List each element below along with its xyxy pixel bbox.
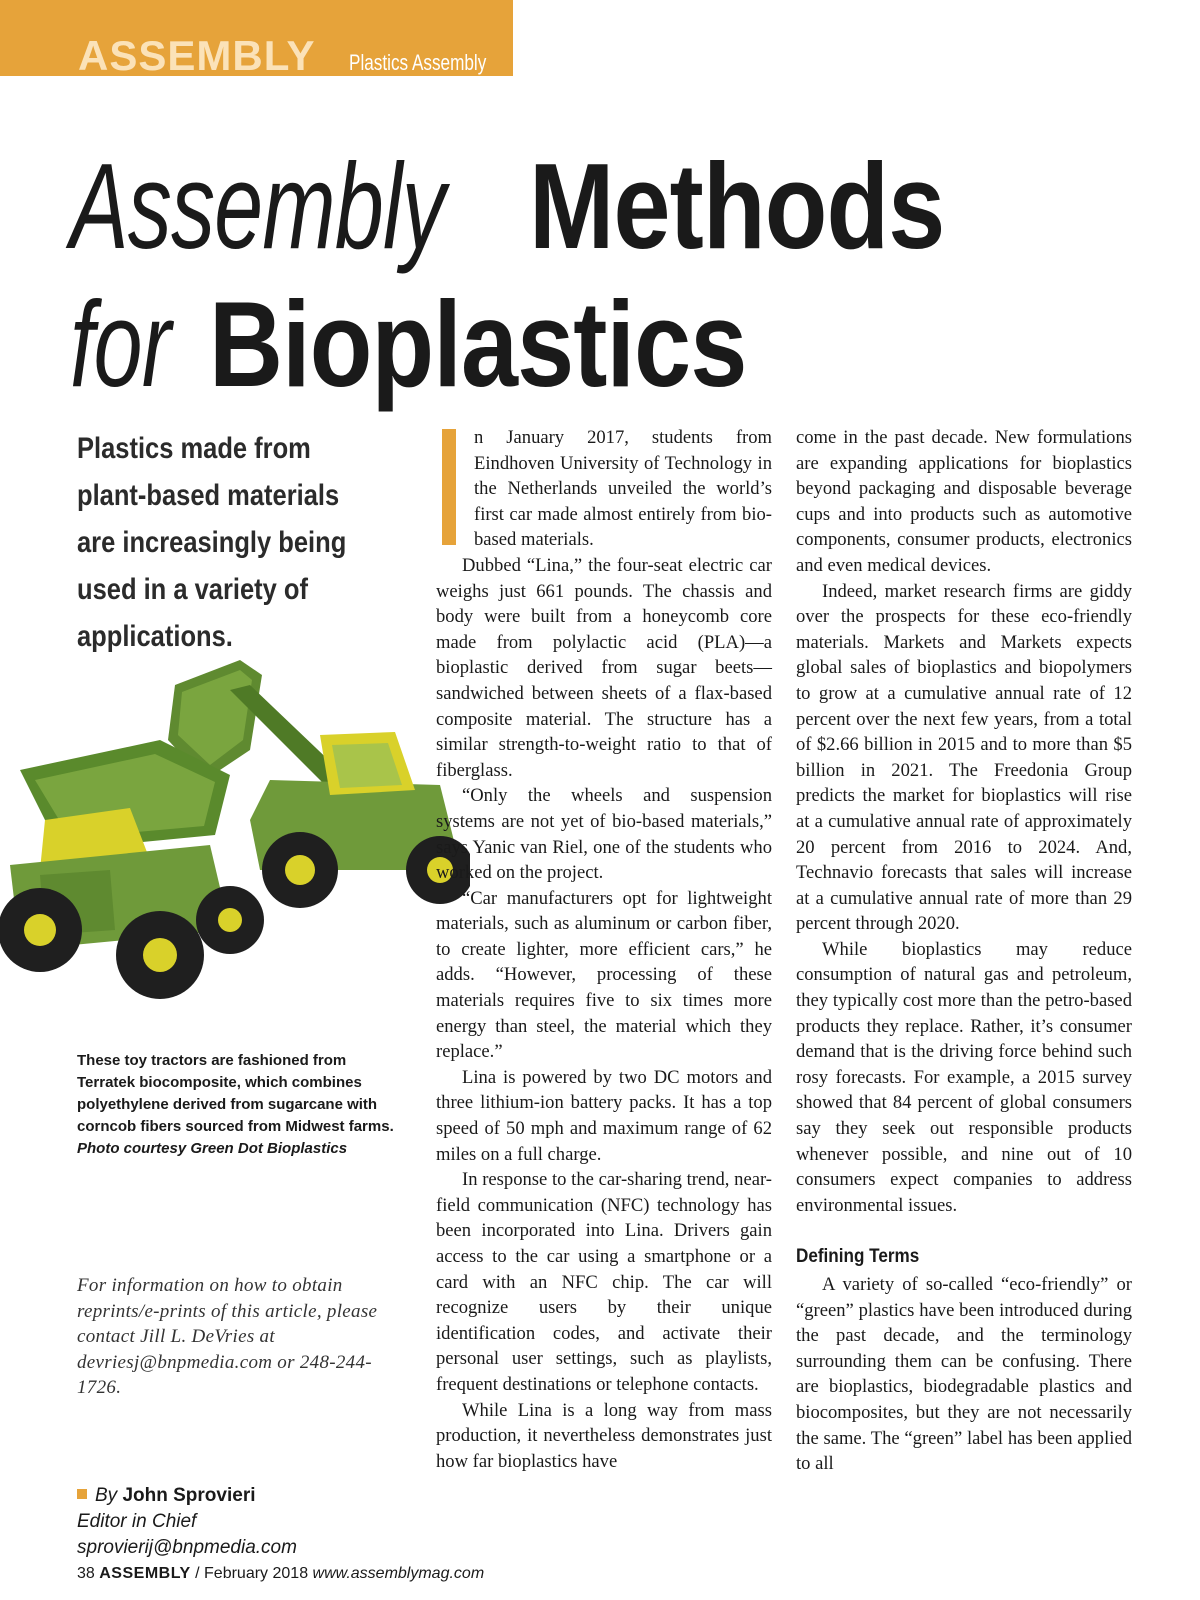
photo-caption <box>77 1050 407 1160</box>
article-paragraph: While bioplastics may reduce consumption of natural gas and petroleum, they typically cost more than the petro-based products they replace. Rather, it’s consumer demand that is the driving force behind such rosy forecasts. For example, a 2015 survey showed that 84 percent of global consumers say they seek out responsible products whenever possible, and nine out of 10 consumers expect companies to address environmental issues. <box>796 938 1132 1216</box>
article-paragraph: “Car manufacturers opt for lightweight materials, such as aluminum or carbon fiber, to create lighter, more efficient cars,” he adds. “However, processing of these materials requires five to six times more energy than steel, the material which they replace.” <box>436 887 772 1063</box>
caption-text: These toy tractors are fashioned from Terratek biocomposite, which combines polyethylene derived from sugarcane with corncob fibers sourced from Midwest farms. <box>77 1052 394 1135</box>
title-heavy-1: Methods <box>528 138 945 274</box>
article-paragraph: In response to the car-sharing trend, near-field communication (NFC) technology has been incorporated into Lina. Drivers gain access to the car using a smartphone or a card with an NFC chip. The car will recognize users by their unique identification codes, and activate their personal user settings, such as playlists, frequent destinations or telephone contacts. <box>436 1169 772 1395</box>
header-brand: ASSEMBLY <box>78 32 316 79</box>
article-paragraph: While Lina is a long way from mass production, it nevertheless demonstrates just how far bioplastics have <box>436 1399 772 1472</box>
article-column-2 <box>436 425 772 1474</box>
article-paragraph: Lina is powered by two DC motors and three lithium-ion battery packs. It has a top speed of 50 mph and maximum range of 62 miles on a full charge. <box>436 1066 772 1165</box>
title-light-1: Assembly <box>70 138 445 274</box>
article-paragraph: come in the past decade. New formulations are expanding applications for bioplastics beyond packaging and disposable beverage cups and into products such as automotive components, consumer products, electronics and even medical devices. <box>796 427 1132 576</box>
tractor-photo <box>0 630 470 1020</box>
page-number: 38 <box>77 1565 95 1582</box>
byline-by: By <box>95 1485 118 1506</box>
section-subhead: Defining Terms <box>796 1246 920 1268</box>
footer-url: www.assemblymag.com <box>312 1565 485 1582</box>
footer-date: / February 2018 <box>195 1565 309 1582</box>
article-paragraph: “Only the wheels and suspension systems are not yet of bio-based materials,” says Yanic van Riel, one of the students who worked on the project. <box>436 785 772 884</box>
footer-brand: ASSEMBLY <box>99 1565 191 1582</box>
drop-cap-bar <box>442 429 456 545</box>
page-footer <box>77 1565 484 1583</box>
author-role: Editor in Chief <box>77 1511 197 1532</box>
reprint-info: For information on how to obtain reprints/e-prints of this article, please contact Jill L. DeVries at devriesj@bnpmedia.com or 248-244-1726. <box>77 1275 378 1398</box>
article-paragraph: Dubbed “Lina,” the four-seat electric car weighs just 661 pounds. The chassis and body were built from a honeycomb core made from polylactic acid (PLA)—a bioplastic derived from sugar beets—sandwiched between sheets of a flax-based composite material. The structure has a similar strength-to-weight ratio to that of fiberglass. <box>436 554 772 781</box>
title-heavy-2: Bioplastics <box>209 276 747 412</box>
title-line-1 <box>70 138 1023 274</box>
author-name: John Sprovieri <box>122 1485 256 1506</box>
caption-credit: Photo courtesy Green Dot Bioplastics <box>77 1140 348 1157</box>
deck: Plastics made from plant-based materials are increasingly being used in a variety of applications. <box>77 432 347 653</box>
header-bar <box>0 0 513 79</box>
article-column-3 <box>796 425 1132 1477</box>
author-email: sprovierij@bnpmedia.com <box>77 1537 297 1558</box>
title-line-2 <box>70 276 849 412</box>
title-light-2: for <box>70 276 171 412</box>
article-paragraph: n January 2017, students from Eindhoven University of Technology in the Netherlands unveiled the world’s first car made almost entirely from bio-based materials. <box>474 427 772 551</box>
dump-truck-toy <box>0 740 264 999</box>
byline-square-icon <box>77 1489 87 1499</box>
article-paragraph: A variety of so-called “eco-friendly” or “green” plastics have been introduced during the past decade, and the terminology surrounding them can be confusing. There are bioplastics, biodegradable plastics and biocomposites, but they are not necessarily the same. The “green” label has been applied to all <box>796 1274 1132 1475</box>
header-section: Plastics Assembly <box>349 50 487 75</box>
byline <box>77 1483 297 1561</box>
article-paragraph: Indeed, market research firms are giddy over the prospects for these eco-friendly materials. Markets and Markets expects global sales of bioplastics and biopolymers to grow at a cumulative annual rate of 12 percent over the next few years, from a total of $2.66 billion in 2015 and to more than $5 billion in 2021. The Freedonia Group predicts the market for bioplastics will rise at a cumulative annual rate of approximately 20 percent from 2016 to 2024. And, Technavio forecasts that sales will increase at a cumulative annual rate of more than 29 percent through 2020. <box>796 580 1132 935</box>
